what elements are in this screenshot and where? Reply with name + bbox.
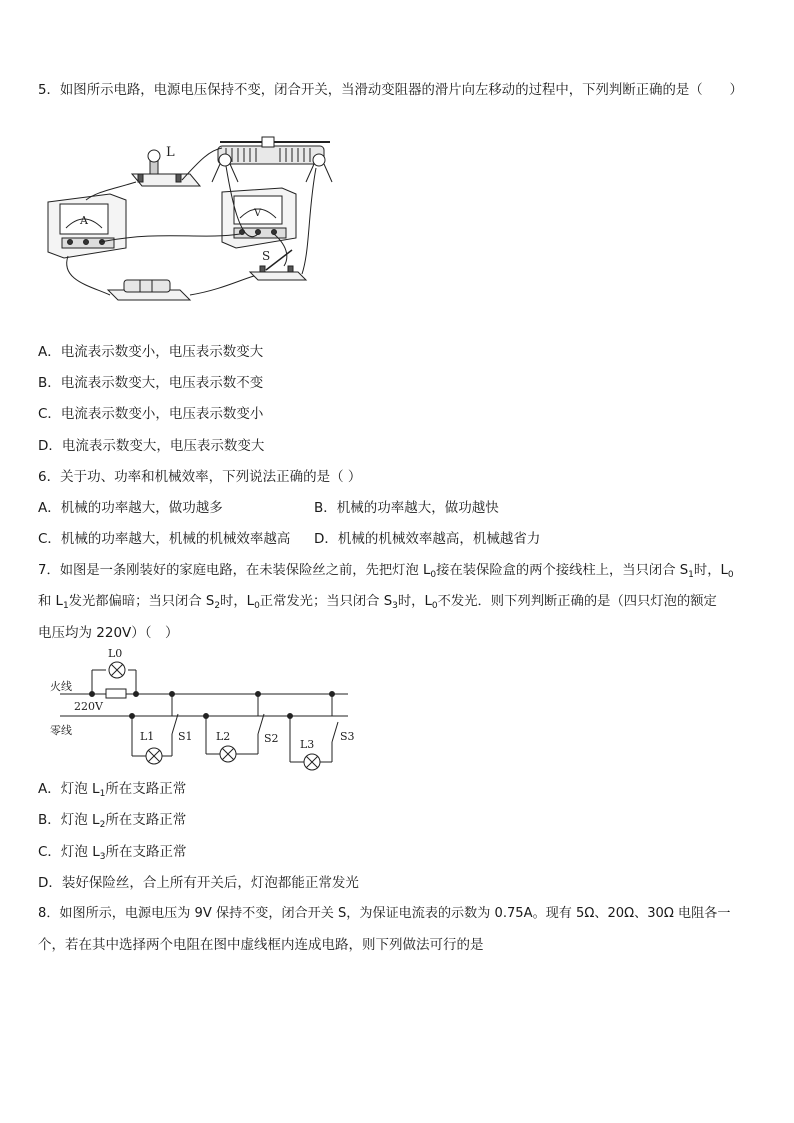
- q5-label-v: V: [254, 208, 262, 219]
- q7-label-neutral: 零线: [50, 724, 72, 737]
- q7-option-c: C．灯泡 $L_3$所在支路正常: [38, 844, 187, 862]
- q6-option-c: C．机械的功率越大，机械的机械效率越高: [38, 531, 291, 547]
- q7-option-d: D．装好保险丝，合上所有开关后，灯泡都能正常发光: [38, 875, 359, 891]
- q7-stem-line1: 7．如图是一条刚装好的家庭电路，在未装保险丝之前，先把灯泡 $L_0$接在装保险盒的两个接线柱上，当只闭合 $S_1$时，$L_0$: [38, 563, 734, 580]
- q7-label-l2: L2: [216, 730, 231, 743]
- q6-option-d: D．机械的机械效率越高，机械越省力: [314, 531, 541, 547]
- q5-label-s: S: [262, 249, 271, 263]
- q6-option-a: A．机械的功率越大，做功越多: [38, 500, 223, 516]
- q6-option-b: B．机械的功率越大，做功越快: [314, 500, 499, 516]
- q7-stem-line2: 和 $L_1$发光都偏暗；当只闭合 $S_2$时，$L_0$正常发光；当只闭合 $S_3$时，$L_0$不发光．则下列判断正确的是（四只灯泡的额定: [38, 594, 717, 611]
- q7-label-s2: S2: [264, 732, 279, 745]
- q7-label-l3: L3: [300, 738, 315, 751]
- q5-option-d: D．电流表示数变大，电压表示数变大: [38, 438, 265, 454]
- q7-household-circuit: [48, 648, 368, 774]
- battery-icon: [108, 280, 190, 300]
- q7-label-s1: S1: [178, 730, 193, 743]
- rheostat-icon: [212, 137, 332, 182]
- q5-label-l: L: [166, 145, 175, 160]
- q7-label-l1: L1: [140, 730, 155, 743]
- q5-label-a: A: [80, 214, 88, 227]
- q7-option-b: B．灯泡 $L_2$所在支路正常: [38, 812, 187, 830]
- q5-stem: 5．如图所示电路，电源电压保持不变，闭合开关，当滑动变阻器的滑片向左移动的过程中，下列判断正确的是（ ）: [38, 83, 743, 98]
- q7-label-voltage: 220V: [74, 700, 103, 713]
- q8-stem-line1: 8．如图所示，电源电压为 9V 保持不变，闭合开关 S，为保证电流表的示数为 0.75A。现有 5Ω、20Ω、30Ω 电阻各一: [38, 906, 731, 921]
- q6-stem: 6．关于功、功率和机械效率，下列说法正确的是（ ）: [38, 469, 362, 485]
- q5-option-c: C．电流表示数变小，电压表示数变小: [38, 406, 264, 422]
- q5-circuit-figure: [40, 130, 340, 310]
- switch-icon: [250, 250, 306, 280]
- q7-label-l0: L0: [108, 648, 123, 660]
- q5-option-b: B．电流表示数变大，电压表示数不变: [38, 375, 264, 391]
- q8-stem-line2: 个，若在其中选择两个电阻在图中虚线框内连成电路，则下列做法可行的是: [38, 937, 484, 953]
- q7-label-live: 火线: [50, 680, 72, 693]
- q7-stem-line3: 电压均为 220V）（ ）: [38, 625, 179, 641]
- q7-option-a: A．灯泡 $L_1$所在支路正常: [38, 781, 187, 799]
- q5-option-a: A．电流表示数变小，电压表示数变大: [38, 344, 264, 360]
- q7-label-s3: S3: [340, 730, 355, 743]
